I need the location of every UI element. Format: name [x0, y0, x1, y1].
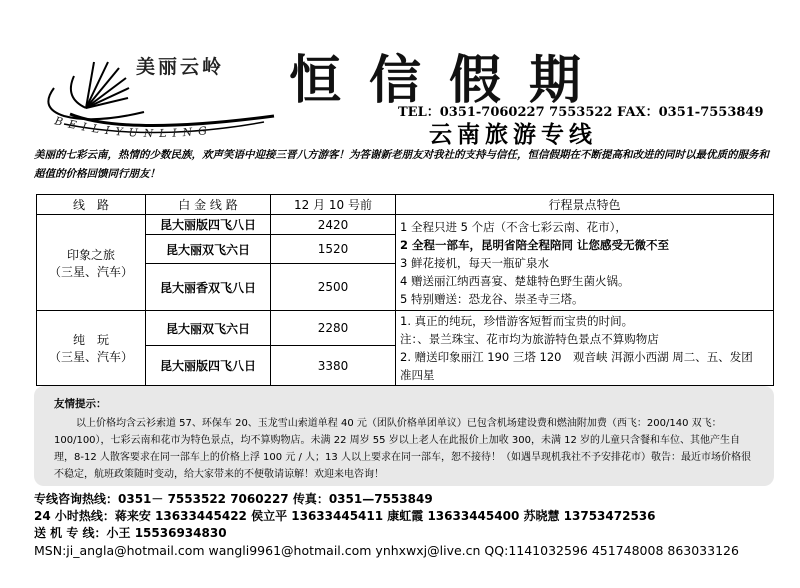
notice-box	[34, 386, 774, 486]
consult-line: 专线咨询热线：0351－ 7553522 7060227 传真：0351—7553849	[34, 492, 433, 506]
features-cell	[396, 215, 774, 311]
product-name: 昆大丽香双飞八日	[146, 264, 271, 311]
logo-english-name	[34, 38, 284, 138]
product-name: 昆大丽版四飞八日	[146, 215, 271, 235]
header-product: 白 金 线 路	[146, 195, 271, 215]
feature-line: 5 特别赠送：恐龙谷、崇圣寺三塔。	[400, 291, 584, 306]
intro-text: 美丽的七彩云南，热情的少数民族，欢声笑语中迎接三晋八方游客！为答谢新老朋友对我社的支持与信任，恒信假期在不断提高和改进的同时以最优质的服务和超值的价格回馈同行朋友！	[34, 149, 769, 180]
group-name: 印象之旅	[66, 247, 115, 262]
logo	[34, 38, 284, 138]
product-name: 昆大丽双飞六日	[146, 311, 271, 346]
feature-line: 1 全程只进 5 个店（不含七彩云南、花市），	[400, 219, 627, 234]
feature-line: 1. 真正的纯玩，珍惜游客短暂而宝贵的时间。	[400, 314, 634, 328]
table-header-row	[37, 195, 774, 215]
slogan: 云南旅游专线	[429, 121, 597, 148]
product-price: 1520	[271, 235, 396, 264]
feature-line: 3 鲜花接机，每天一瓶矿泉水	[400, 255, 549, 270]
header	[34, 30, 774, 148]
group-name: 纯 玩	[72, 333, 109, 347]
header-route: 线 路	[37, 195, 146, 215]
product-name: 昆大丽版四飞八日	[146, 346, 271, 386]
product-price: 2500	[271, 264, 396, 311]
feature-line: 注：、景兰珠宝、花市均为旅游特色景点不算购物店	[400, 332, 659, 346]
feature-line: 2 全程一部车，昆明省陪全程陪同 让您感受无微不至	[400, 237, 670, 252]
msn-line: MSN:ji_angla@hotmail.com wangli9961@hotmail.com ynhxwxj@live.cn QQ:1141032596 451748008 863033126	[34, 543, 739, 558]
contact-lines	[34, 491, 739, 559]
table-row	[37, 215, 774, 235]
table-row	[37, 311, 774, 346]
header-features: 行程景点特色	[396, 195, 774, 215]
route-table	[36, 194, 774, 386]
features-cell	[396, 311, 774, 386]
feature-line: 4 赠送丽江纳西喜宴、楚雄特色野生菌火锅。	[400, 273, 630, 288]
svg-text:BEILIYUNLING: BEILIYUNLING	[53, 114, 214, 138]
product-price: 2280	[271, 311, 396, 346]
notice-title: 友情提示：	[54, 398, 107, 410]
group-name-cell	[37, 215, 146, 311]
hotline-line: 24 小时热线：蒋来安 13633445422 侯立平 13633445411 康虹霞 13633445400 苏晓慧 13753472536	[34, 509, 656, 523]
notice-body: 以上价格均含云衫索道 57、环保车 20、玉龙雪山索道单程 40 元（团队价格单团单议）已包含机场建设费和燃油附加费（西飞：200/140 双飞：100/100），七彩云南和花市为特色景点，均不算购物店。未满 22 周岁 55 岁以上老人在此报价上加收 300，未满 12 岁的儿童只含餐和车位、其他产生自理，8-12 人散客要求在同一部车上的价格上浮 100 元 / 人；13 人以上要求在同一部车，恕不接待！（如遇旱现机我社不予安排花市）敬告：最近市场价格很不稳定，航班政策随时变动，给大家带来的不便敬请谅解！欢迎来电咨询！	[54, 418, 751, 480]
pickup-line: 送 机 专 线：小王 15536934830	[34, 526, 227, 540]
feature-line: 2. 赠送印象丽江 190 三塔 120 观音峡 洱源小西湖 周二、五、发团 准四星	[400, 350, 765, 382]
product-price: 2420	[271, 215, 396, 235]
brand-title: 恒信假期	[289, 50, 610, 111]
group-subtitle: （三星、汽车）	[48, 350, 133, 364]
product-name: 昆大丽双飞六日	[146, 235, 271, 264]
group-subtitle: （三星、汽车）	[48, 264, 133, 279]
logo-chinese-name: 美丽云岭	[136, 56, 225, 78]
header-contact: TEL：0351-7060227 7553522 FAX：0351-7553849	[398, 105, 764, 120]
group-name-cell	[37, 311, 146, 386]
product-price: 3380	[271, 346, 396, 386]
header-price: 12 月 10 号前	[271, 195, 396, 215]
